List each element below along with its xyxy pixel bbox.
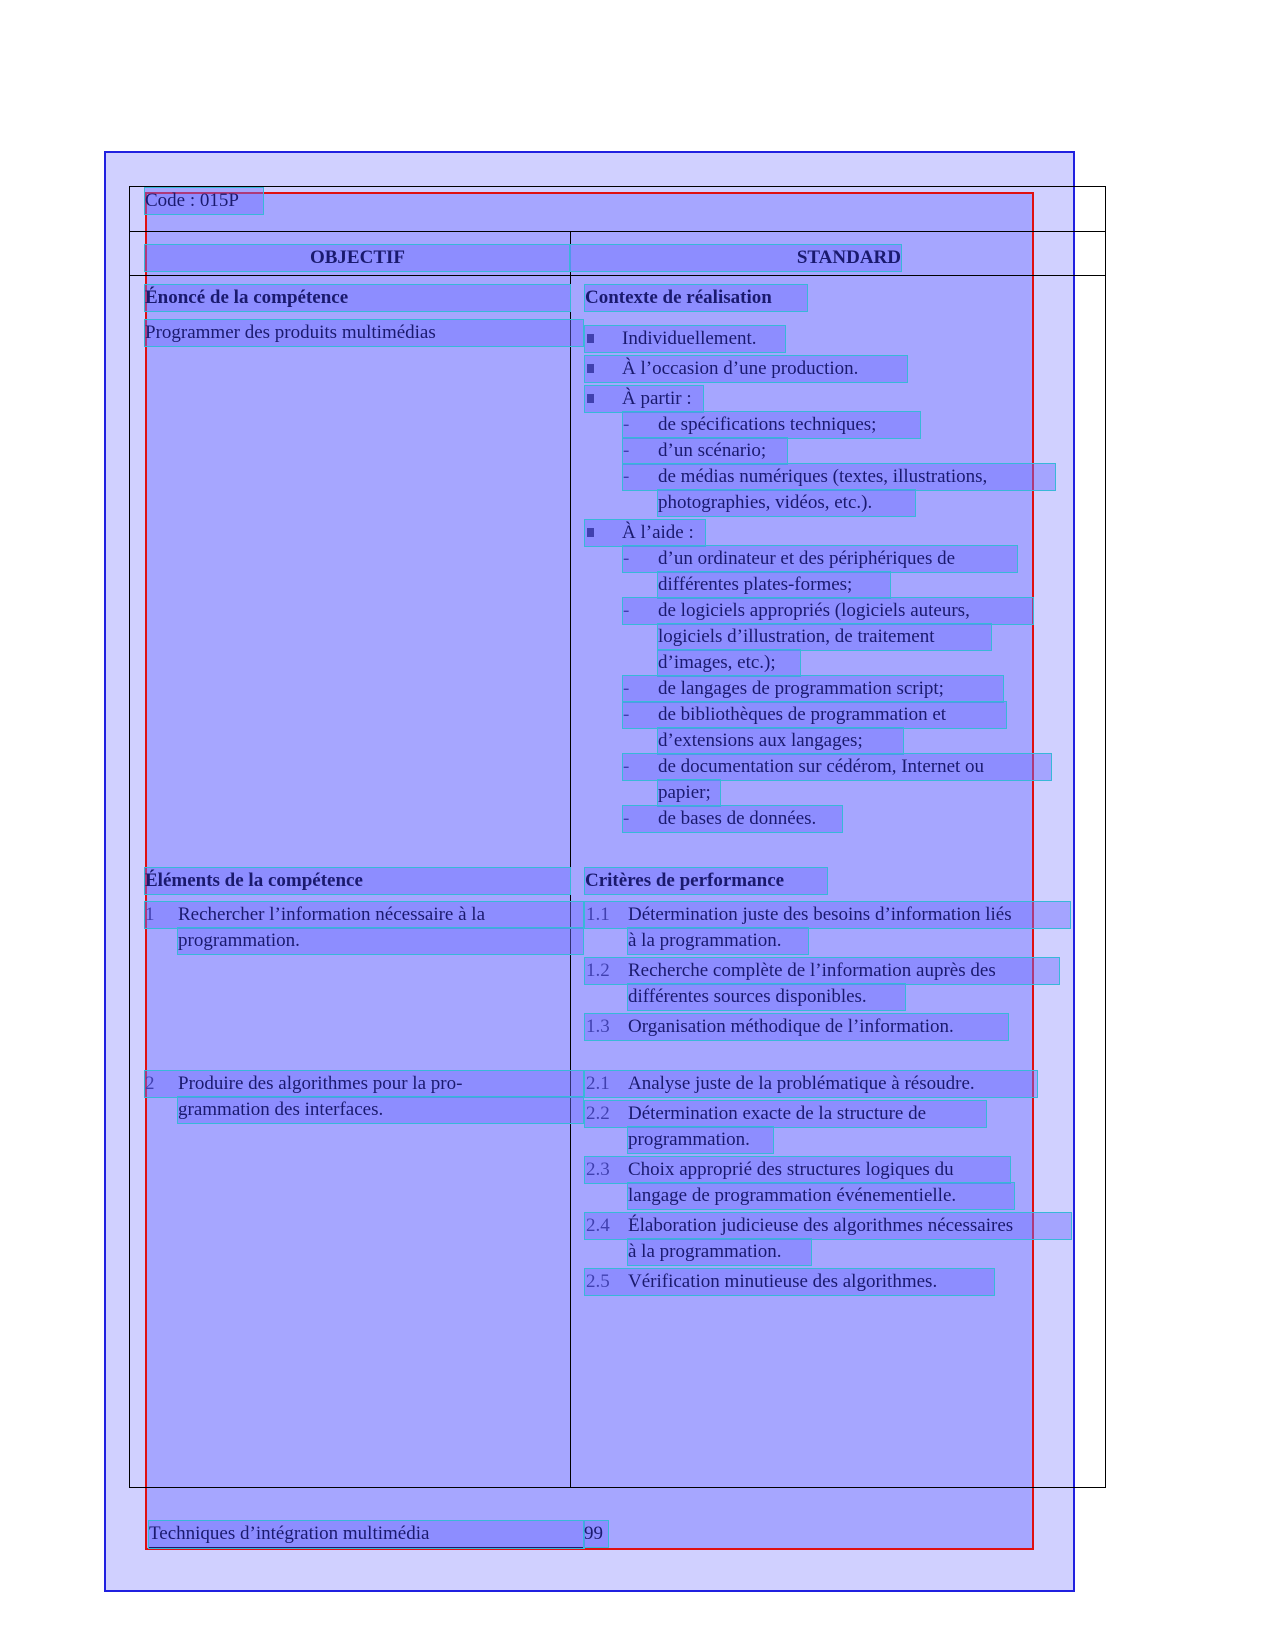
header-objectif: OBJECTIF <box>145 245 570 271</box>
critere-text: Recherche complète de l’information auprès des <box>585 958 1059 984</box>
column-divider <box>570 231 571 1488</box>
critere-text: Organisation méthodique de l’information. <box>585 1014 1008 1040</box>
critere-text: Analyse juste de la problématique à résoudre. <box>585 1071 1037 1097</box>
contexte-subitem: de médias numériques (textes, illustrations, <box>623 464 1055 490</box>
contexte-item: À l’occasion d’une production. <box>585 356 907 382</box>
contexte-item: À partir : <box>585 386 703 412</box>
contexte-subitem-cont: papier; <box>658 780 720 806</box>
critere-number: 1.1 <box>586 904 610 925</box>
contexte-subitem: d’un ordinateur et des périphériques de <box>623 546 1017 572</box>
contexte-subitem-cont: logiciels d’illustration, de traitement <box>658 624 991 650</box>
dash-icon: - <box>623 440 630 461</box>
dash-icon: - <box>623 466 630 487</box>
critere-number: 2.1 <box>586 1073 610 1094</box>
header-standard: STANDARD <box>570 245 901 271</box>
code-label: Code : 015P <box>145 188 263 214</box>
critere-number: 1.3 <box>586 1016 610 1037</box>
contexte-item: Individuellement. <box>585 326 785 352</box>
element-text-cont: grammation des interfaces. <box>178 1097 583 1123</box>
critere-text: Élaboration judicieuse des algorithmes nécessaires <box>585 1213 1071 1239</box>
contexte-subitem: de bases de données. <box>623 806 842 832</box>
enonce-title: Énoncé de la compétence <box>145 285 570 311</box>
contexte-subitem: de logiciels appropriés (logiciels auteurs, <box>623 598 1033 624</box>
contexte-subitem: de documentation sur cédérom, Internet ou <box>623 754 1051 780</box>
contexte-subitem-cont: d’extensions aux langages; <box>658 728 903 754</box>
critere-text-cont: différentes sources disponibles. <box>628 984 905 1010</box>
element-text-cont: programmation. <box>178 928 583 954</box>
dash-icon: - <box>623 548 630 569</box>
dash-icon: - <box>623 808 630 829</box>
critere-number: 2.2 <box>586 1103 610 1124</box>
contexte-subitem-cont: d’images, etc.); <box>658 650 800 676</box>
critere-text-cont: à la programmation. <box>628 1239 811 1265</box>
dash-icon: - <box>623 678 630 699</box>
critere-text: Détermination exacte de la structure de <box>585 1101 986 1127</box>
critere-text-cont: programmation. <box>628 1127 773 1153</box>
dash-icon: - <box>623 414 630 435</box>
element-number: 2 <box>145 1073 155 1094</box>
critere-number: 2.4 <box>586 1215 610 1236</box>
element-text: Rechercher l’information nécessaire à la <box>145 902 583 928</box>
elements-title: Éléments de la compétence <box>145 868 570 894</box>
critere-number: 1.2 <box>586 960 610 981</box>
criteres-title: Critères de performance <box>585 868 827 894</box>
header-top-rule <box>129 231 1106 232</box>
element-number: 1 <box>145 904 155 925</box>
footer-title: Techniques d’intégration multimédia <box>149 1521 584 1548</box>
element-text: Produire des algorithmes pour la pro- <box>145 1071 583 1097</box>
critere-number: 2.3 <box>586 1159 610 1180</box>
page-number: 99 <box>584 1521 608 1547</box>
critere-text-cont: à la programmation. <box>628 928 808 954</box>
critere-text: Choix approprié des structures logiques du <box>585 1157 1010 1183</box>
critere-text: Détermination juste des besoins d’information liés <box>585 902 1070 928</box>
dash-icon: - <box>623 704 630 725</box>
contexte-subitem: de langages de programmation script; <box>623 676 1003 702</box>
contexte-item: À l’aide : <box>585 520 705 546</box>
contexte-subitem: d’un scénario; <box>623 438 787 464</box>
critere-text: Vérification minutieuse des algorithmes. <box>585 1269 994 1295</box>
dash-icon: - <box>623 756 630 777</box>
header-bottom-rule <box>129 275 1106 276</box>
contexte-subitem-cont: différentes plates-formes; <box>658 572 890 598</box>
contexte-subitem-cont: photographies, vidéos, etc.). <box>658 490 915 516</box>
dash-icon: - <box>623 600 630 621</box>
contexte-title: Contexte de réalisation <box>585 285 807 311</box>
critere-text-cont: langage de programmation événementielle. <box>628 1183 1014 1209</box>
enonce-text: Programmer des produits multimédias <box>145 320 583 346</box>
contexte-subitem: de spécifications techniques; <box>623 412 920 438</box>
contexte-subitem: de bibliothèques de programmation et <box>623 702 1006 728</box>
critere-number: 2.5 <box>586 1271 610 1292</box>
